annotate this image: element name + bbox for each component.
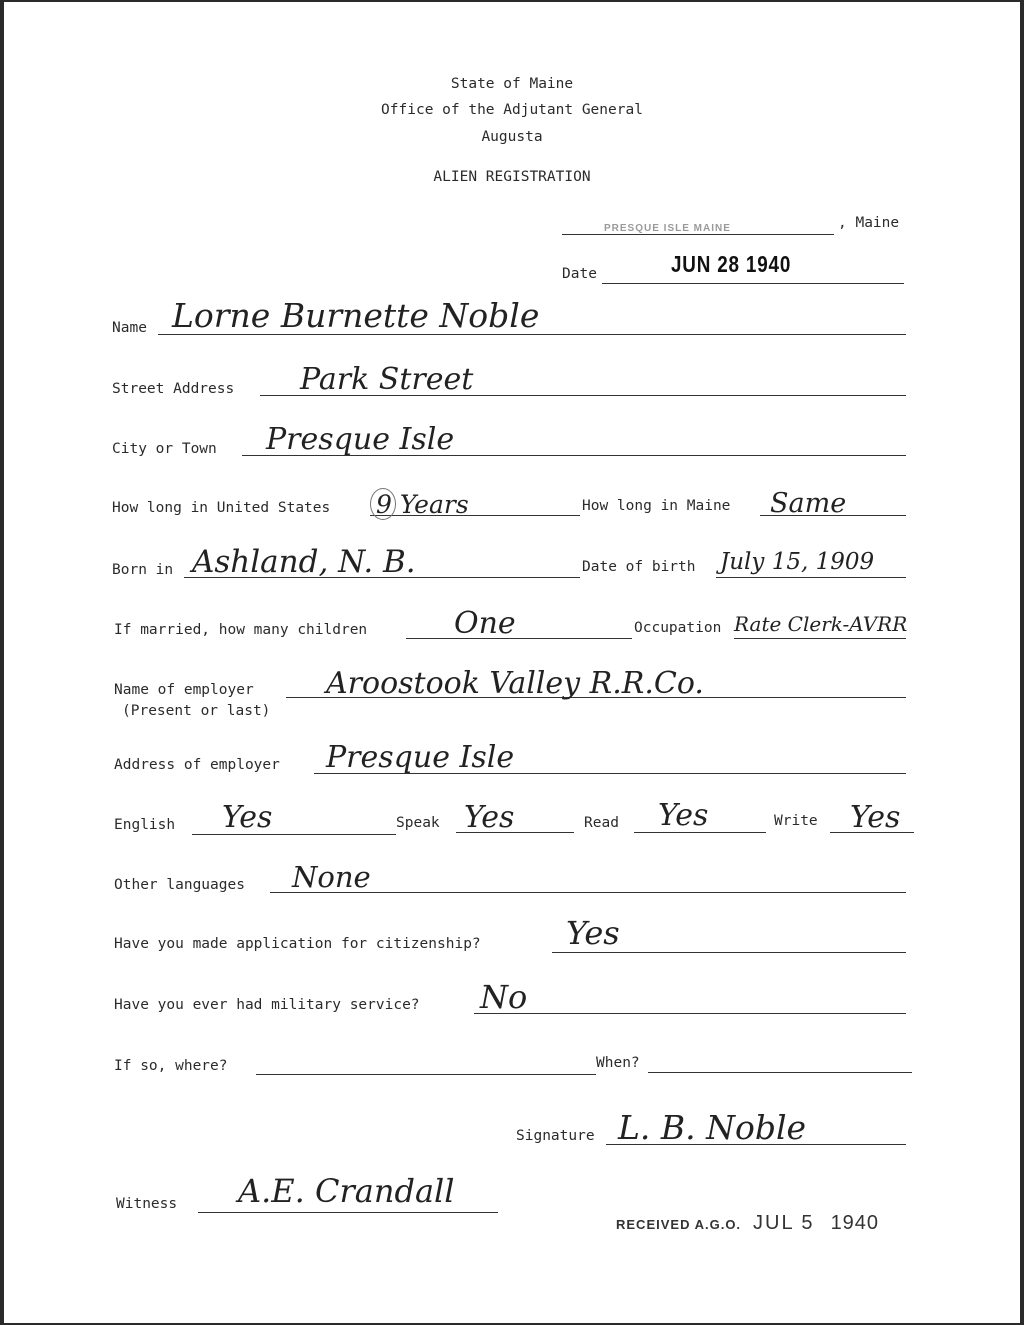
where-label: If so, where? (114, 1058, 228, 1074)
children-label: If married, how many children (114, 622, 368, 638)
place-stamp: PRESQUE ISLE MAINE (604, 223, 731, 234)
occupation-value: Rate Clerk-AVRR (734, 612, 908, 636)
speak-value: Yes (464, 800, 515, 835)
occupation-label: Occupation (634, 620, 722, 636)
signature-label: Signature (516, 1128, 595, 1144)
received-stamp (616, 1212, 879, 1235)
place-line (562, 234, 834, 235)
english-label: English (114, 817, 176, 833)
employer-address-label: Address of employer (114, 757, 280, 773)
form-title: ALIEN REGISTRATION (433, 169, 591, 185)
read-label: Read (584, 815, 619, 831)
maine-label: How long in Maine (582, 498, 731, 514)
born-label: Born in (112, 562, 174, 578)
when-label: When? (596, 1055, 640, 1071)
children-line (406, 638, 632, 639)
witness-label: Witness (116, 1196, 178, 1212)
employer-sublabel: (Present or last) (122, 703, 271, 719)
witness-line (198, 1212, 498, 1213)
header-city: Augusta (481, 129, 543, 145)
other-lang-label: Other languages (114, 877, 245, 893)
place-suffix: , Maine (838, 215, 900, 231)
citizenship-label: Have you made application for citizenship? (114, 936, 481, 952)
date-line (602, 283, 904, 284)
dob-line (716, 577, 906, 578)
maine-value: Same (770, 488, 847, 519)
when-line (648, 1072, 912, 1073)
military-line (474, 1013, 906, 1014)
name-value: Lorne Burnette Noble (172, 296, 540, 335)
born-value: Ashland, N. B. (192, 544, 416, 580)
where-line (256, 1074, 596, 1075)
read-value: Yes (658, 798, 709, 833)
citizenship-value: Yes (566, 914, 620, 952)
date-label: Date (562, 266, 597, 282)
other-lang-value: None (292, 860, 371, 894)
witness-value: A.E. Crandall (238, 1172, 455, 1210)
employer-address-value: Presque Isle (326, 740, 515, 775)
children-value: One (454, 606, 516, 641)
us-label: How long in United States (112, 500, 331, 516)
citizenship-line (552, 952, 906, 953)
dob-label: Date of birth (582, 559, 696, 575)
military-value: No (480, 978, 528, 1016)
write-label: Write (774, 813, 818, 829)
employer-label: Name of employer (114, 682, 254, 698)
street-label: Street Address (112, 381, 235, 397)
city-label: City or Town (112, 441, 217, 457)
us-value: 9 Years (376, 490, 469, 519)
speak-label: Speak (396, 815, 440, 831)
write-value: Yes (850, 800, 901, 835)
occupation-line (734, 638, 906, 639)
header-state: State of Maine (450, 76, 574, 92)
name-label: Name (112, 320, 147, 336)
street-value: Park Street (300, 362, 474, 397)
city-value: Presque Isle (266, 422, 455, 457)
received-month-day: JUL 5 (753, 1212, 815, 1234)
military-label: Have you ever had military service? (114, 997, 420, 1013)
header-office: Office of the Adjutant General (381, 102, 643, 118)
employer-value: Aroostook Valley R.R.Co. (326, 666, 704, 701)
received-year: 1940 (830, 1212, 880, 1234)
date-stamp: JUN 28 1940 (671, 251, 792, 277)
received-prefix: RECEIVED A.G.O. (616, 1217, 742, 1232)
english-value: Yes (222, 800, 273, 835)
form-sheet (4, 2, 1020, 1323)
dob-value: July 15, 1909 (720, 549, 875, 575)
signature-value: L. B. Noble (618, 1108, 807, 1147)
